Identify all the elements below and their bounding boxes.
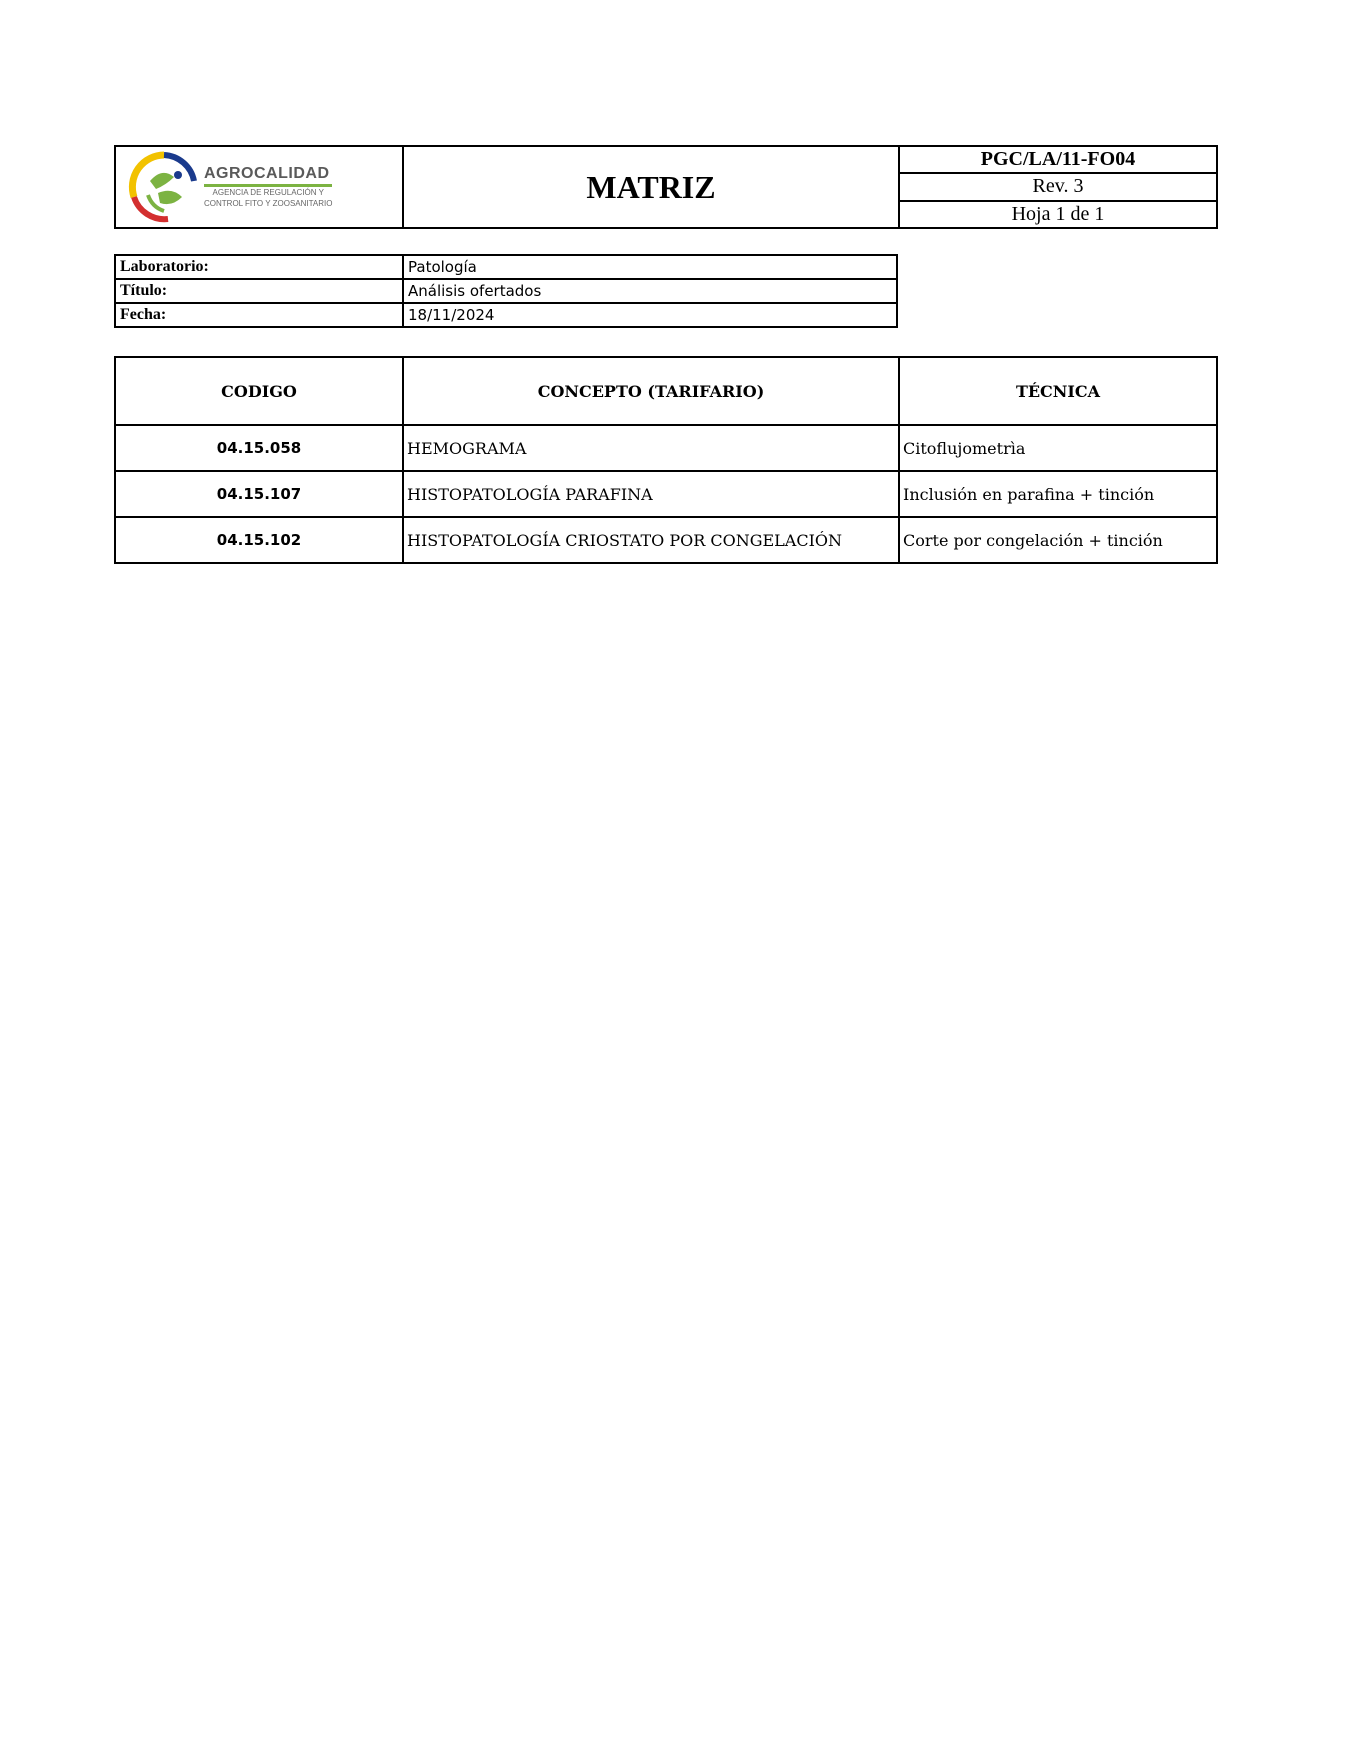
column-header-concepto: CONCEPTO (TARIFARIO) <box>403 357 899 425</box>
cell-tecnica: Corte por congelación + tinción <box>899 517 1217 563</box>
table-row <box>115 471 1217 517</box>
info-label-laboratorio: Laboratorio: <box>115 255 403 279</box>
document-revision: Rev. 3 <box>900 174 1216 201</box>
info-row <box>115 303 897 327</box>
cell-codigo: 04.15.058 <box>115 425 403 471</box>
analysis-table <box>114 356 1218 564</box>
column-header-tecnica: TÉCNICA <box>899 357 1217 425</box>
logo-cell <box>116 147 404 227</box>
logo-text <box>204 165 332 209</box>
info-label-titulo: Título: <box>115 279 403 303</box>
info-row <box>115 255 897 279</box>
logo-subtitle-1: AGENCIA DE REGULACIÓN Y <box>212 188 324 197</box>
document-page: Hoja 1 de 1 <box>1011 202 1105 225</box>
info-row <box>115 279 897 303</box>
document-meta <box>900 147 1216 227</box>
document-code: PGC/LA/11-FO04 <box>900 147 1216 174</box>
cell-tecnica: Inclusión en parafina + tinción <box>899 471 1217 517</box>
table-row <box>115 425 1217 471</box>
cell-concepto: HEMOGRAMA <box>403 425 899 471</box>
info-value-fecha: 18/11/2024 <box>403 303 897 327</box>
info-label-fecha: Fecha: <box>115 303 403 327</box>
info-value-laboratorio: Patología <box>403 255 897 279</box>
info-table <box>114 254 898 328</box>
cell-codigo: 04.15.107 <box>115 471 403 517</box>
cell-concepto: HISTOPATOLOGÍA PARAFINA <box>403 471 899 517</box>
table-row <box>115 517 1217 563</box>
logo-subtitle-2: CONTROL FITO Y ZOOSANITARIO <box>204 199 333 208</box>
table-header-row <box>115 357 1217 425</box>
logo-brand: AGROCALIDAD <box>204 165 332 187</box>
cell-tecnica: Citoflujometrìa <box>899 425 1217 471</box>
cell-codigo: 04.15.102 <box>115 517 403 563</box>
document-title: MATRIZ <box>404 147 900 227</box>
column-header-codigo: CODIGO <box>115 357 403 425</box>
info-value-titulo: Análisis ofertados <box>403 279 897 303</box>
document-header <box>114 145 1218 229</box>
cell-concepto: HISTOPATOLOGÍA CRIOSTATO POR CONGELACIÓN <box>403 517 899 563</box>
agrocalidad-logo-icon <box>128 151 200 223</box>
